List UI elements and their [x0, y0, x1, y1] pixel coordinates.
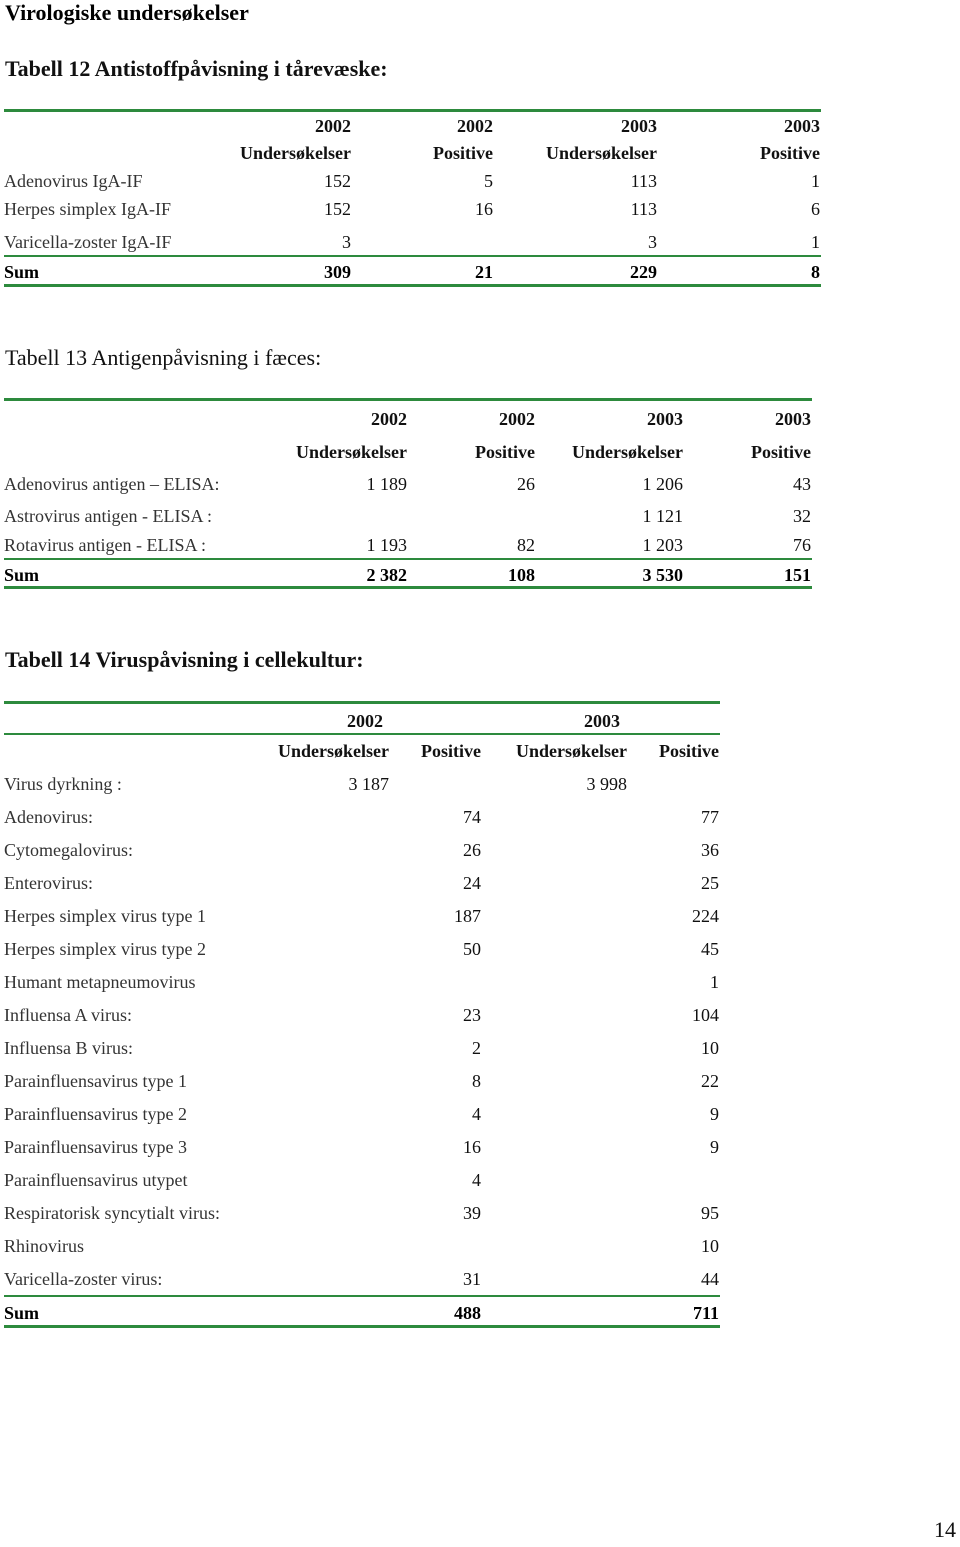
table-14-sum-rule	[4, 1295, 720, 1297]
table-13-title: Tabell 13 Antigenpåvisning i fæces:	[5, 345, 322, 370]
t14-col-1: Undersøkelser	[278, 741, 389, 761]
cell: 74	[463, 807, 481, 827]
t13-year-2: 2002	[499, 409, 535, 429]
t13-col-2: Positive	[475, 442, 535, 462]
t14-year-2002: 2002	[347, 711, 383, 731]
cell: 1	[710, 972, 719, 992]
row-label: Astrovirus antigen - ELISA :	[4, 506, 212, 526]
row-label: Parainfluensavirus type 2	[4, 1104, 187, 1124]
row-label: Adenovirus antigen – ELISA:	[4, 474, 220, 494]
cell: 1	[811, 232, 820, 252]
t14-col-3: Undersøkelser	[516, 741, 627, 761]
row-label: Influensa B virus:	[4, 1038, 133, 1058]
t12-year-4: 2003	[784, 116, 820, 136]
sum-cell: 108	[508, 565, 535, 585]
t12-col-3: Undersøkelser	[546, 143, 657, 163]
row-label: Enterovirus:	[4, 873, 93, 893]
cell: 104	[692, 1005, 719, 1025]
t14-year-2003: 2003	[584, 711, 620, 731]
cell: 1	[811, 171, 820, 191]
row-label: Respiratorisk syncytialt virus:	[4, 1203, 220, 1223]
cell: 16	[475, 199, 493, 219]
cell: 39	[463, 1203, 481, 1223]
t13-col-4: Positive	[751, 442, 811, 462]
cell: 44	[701, 1269, 719, 1289]
cell: 3 998	[586, 774, 627, 794]
row-label: Parainfluensavirus type 3	[4, 1137, 187, 1157]
t13-col-1: Undersøkelser	[296, 442, 407, 462]
section-title: Virologiske undersøkelser	[5, 0, 249, 25]
sum-label: Sum	[4, 565, 40, 585]
cell: 9	[710, 1137, 719, 1157]
cell: 6	[811, 199, 820, 219]
table-14-header-rule	[4, 733, 720, 735]
cell: 3	[648, 232, 657, 252]
cell: 50	[463, 939, 481, 959]
sum-cell: 8	[811, 262, 820, 282]
cell: 77	[701, 807, 719, 827]
cell: 187	[454, 906, 481, 926]
cell: 152	[324, 199, 351, 219]
cell: 5	[484, 171, 493, 191]
table-12-sum-rule	[4, 255, 821, 257]
cell: 1 206	[642, 474, 683, 494]
table-13-sum-rule	[4, 558, 812, 560]
cell: 24	[463, 873, 481, 893]
row-label: Parainfluensavirus type 1	[4, 1071, 187, 1091]
row-label: Varicella-zoster IgA-IF	[4, 232, 172, 252]
cell: 95	[701, 1203, 719, 1223]
t12-col-2: Positive	[433, 143, 493, 163]
cell: 4	[472, 1170, 481, 1190]
t12-year-2: 2002	[457, 116, 493, 136]
cell: 224	[692, 906, 719, 926]
row-label: Adenovirus:	[4, 807, 93, 827]
cell: 4	[472, 1104, 481, 1124]
table-14-top-rule	[4, 701, 720, 704]
row-label: Rhinovirus	[4, 1236, 85, 1256]
cell: 3 187	[348, 774, 389, 794]
cell: 113	[630, 199, 657, 219]
cell: 82	[517, 535, 535, 555]
row-label: Virus dyrkning :	[4, 774, 122, 794]
cell: 43	[793, 474, 811, 494]
page-number: 14	[934, 1517, 956, 1542]
table-14-bottom-rule	[4, 1325, 720, 1328]
t12-col-4: Positive	[760, 143, 820, 163]
cell: 16	[463, 1137, 481, 1157]
row-label: Herpes simplex virus type 1	[4, 906, 206, 926]
sum-cell: 711	[692, 1303, 719, 1323]
sum-cell: 21	[475, 262, 493, 282]
row-label: Cytomegalovirus:	[4, 840, 133, 860]
sum-cell: 309	[324, 262, 351, 282]
cell: 1 203	[642, 535, 683, 555]
t13-year-4: 2003	[775, 409, 811, 429]
cell: 9	[710, 1104, 719, 1124]
row-label: Parainfluensavirus utypet	[4, 1170, 188, 1190]
cell: 26	[517, 474, 535, 494]
row-label: Rotavirus antigen - ELISA :	[4, 535, 206, 555]
sum-cell: 3 530	[642, 565, 683, 585]
cell: 26	[463, 840, 481, 860]
sum-cell: 151	[784, 565, 811, 585]
t12-year-1: 2002	[315, 116, 351, 136]
cell: 1 121	[642, 506, 683, 526]
cell: 45	[701, 939, 719, 959]
sum-cell: 229	[630, 262, 657, 282]
cell: 25	[701, 873, 719, 893]
t13-year-3: 2003	[647, 409, 683, 429]
cell: 22	[701, 1071, 719, 1091]
t13-year-1: 2002	[371, 409, 407, 429]
cell: 8	[472, 1071, 481, 1091]
cell: 1 193	[366, 535, 407, 555]
cell: 32	[793, 506, 811, 526]
sum-label: Sum	[4, 262, 40, 282]
cell: 23	[463, 1005, 481, 1025]
table-13-top-rule	[4, 398, 812, 401]
t14-col-2: Positive	[421, 741, 481, 761]
cell: 10	[701, 1038, 719, 1058]
row-label: Varicella-zoster virus:	[4, 1269, 163, 1289]
t12-col-1: Undersøkelser	[240, 143, 351, 163]
row-label: Humant metapneumovirus	[4, 972, 196, 992]
cell: 36	[701, 840, 719, 860]
sum-label: Sum	[4, 1303, 40, 1323]
row-label: Herpes simplex virus type 2	[4, 939, 206, 959]
cell: 76	[793, 535, 811, 555]
cell: 31	[463, 1269, 481, 1289]
cell: 10	[701, 1236, 719, 1256]
row-label: Influensa A virus:	[4, 1005, 132, 1025]
t12-year-3: 2003	[621, 116, 657, 136]
row-label: Adenovirus IgA-IF	[4, 171, 143, 191]
cell: 3	[342, 232, 351, 252]
sum-cell: 488	[454, 1303, 481, 1323]
table-12-top-rule	[4, 109, 821, 112]
cell: 2	[472, 1038, 481, 1058]
cell: 152	[324, 171, 351, 191]
row-label: Herpes simplex IgA-IF	[4, 199, 171, 219]
table-12-title: Tabell 12 Antistoffpåvisning i tårevæske:	[5, 56, 388, 81]
t14-col-4: Positive	[659, 741, 719, 761]
cell: 1 189	[366, 474, 407, 494]
table-12-bottom-rule	[4, 284, 821, 287]
t13-col-3: Undersøkelser	[572, 442, 683, 462]
table-13-bottom-rule	[4, 586, 812, 589]
sum-cell: 2 382	[366, 565, 407, 585]
cell: 113	[630, 171, 657, 191]
table-14-title: Tabell 14 Viruspåvisning i cellekultur:	[5, 647, 364, 672]
